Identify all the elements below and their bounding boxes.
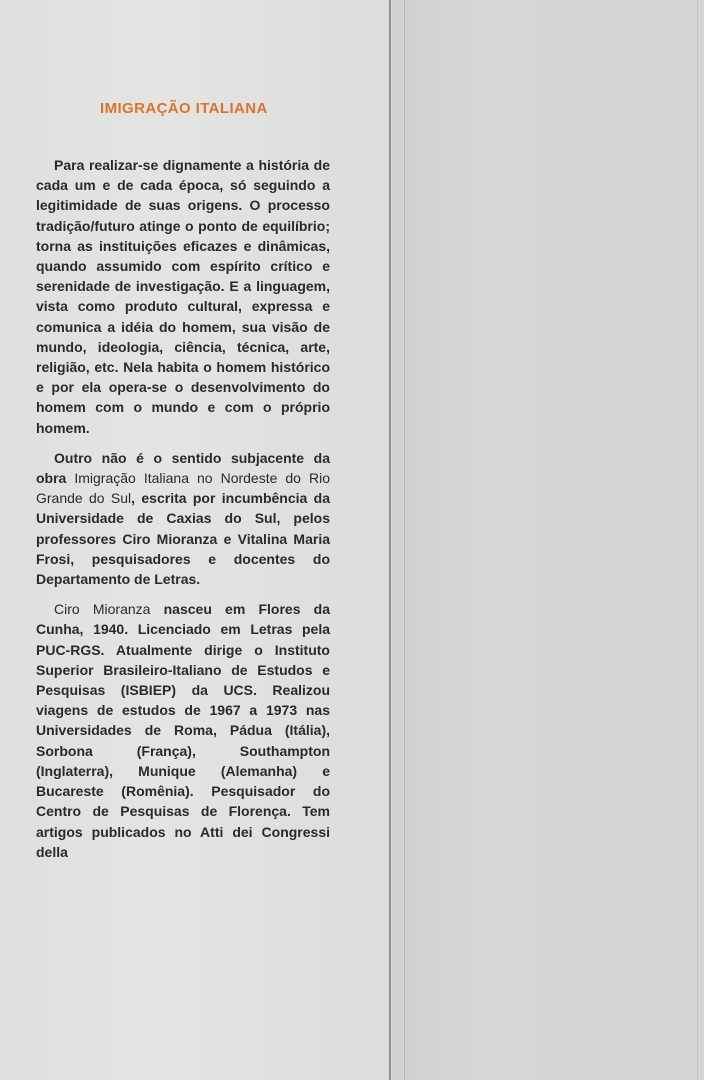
flap-text [36,155,330,872]
paragraph-2-intro: Outro não é o sentido subjacente da obra [36,449,330,487]
jacket-back-panel [391,0,704,1080]
paragraph-1: Para realizar-se dignamente a história de cada um e de cada época, só seguindo a legitimidade de suas origens. O processo tradição/futuro atinge o ponto de equilíbrio; torna as instituições eficazes e dinâmicas, quando assumido com espírito crítico e serenidade de investigação. E a linguagem, vista como produto cultural, expressa e comunica a idéia do homem, sua visão de mundo, ideologia, ciência, técnica, arte, religião, etc. Nela habita o homem histórico e por ela opera-se o desenvolvimento do homem com o mundo e com o próprio homem. [36,157,330,436]
flap-title: IMIGRAÇÃO ITALIANA [100,100,268,117]
author-name: Ciro Mioranza [54,601,151,618]
panel-edge [404,0,405,1080]
fold-line [389,0,391,1080]
paragraph-2 [36,448,330,589]
paragraph-3 [36,599,330,862]
paragraph-2-rest: , escrita por incumbência da Universidade de Caxias do Sul, pelos professores Ciro Mioranza e Vitalina Maria Frosi, pesquisadores e docentes do Departamento de Letras. [36,490,330,588]
panel-edge [697,0,698,1080]
author-bio: nasceu em Flores da Cunha, 1940. Licenciado em Letras pela PUC-RGS. Atualmente dirige o Instituto Superior Brasileiro-Italiano de Estudos e Pesquisas (ISBIEP) da UCS. Realizou viagens de estudos de 1967 a 1973 nas Universidades de Roma, Pádua (Itália), Sorbona (França), Southampton (Inglaterra), Munique (Alemanha) e Bucareste (Romênia). Pesquisador do Centro de Pesquisas de Florença. Tem artigos publicados no Atti dei Congressi della [36,601,330,860]
book-title-reference: Imigração Italiana no Nordeste do Rio Grande do Sul [36,470,330,507]
